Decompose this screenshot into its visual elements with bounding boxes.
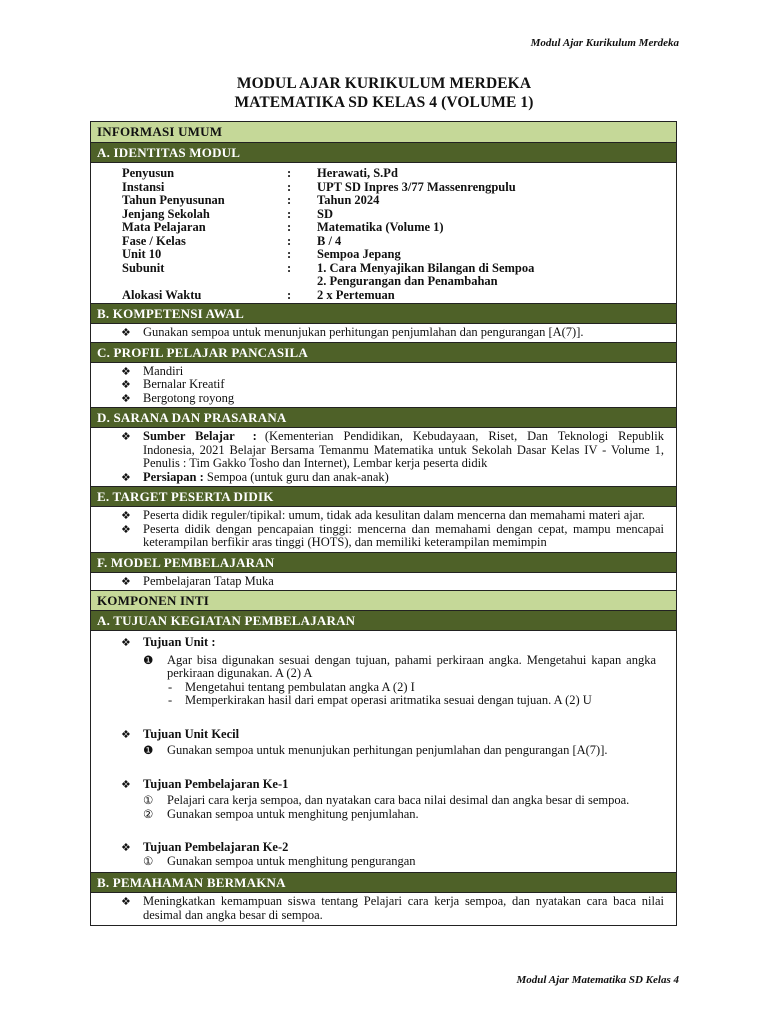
row-colon: : — [287, 287, 292, 302]
list-item — [121, 895, 664, 922]
dash-marker: - — [168, 679, 173, 694]
list-item-text: Bergotong royong — [143, 390, 235, 405]
informasi-umum-heading: INFORMASI UMUM — [91, 122, 676, 142]
dash-item — [168, 681, 656, 695]
row-key — [122, 275, 287, 289]
row-key: Alokasi Waktu — [122, 287, 202, 302]
tujuan-ke2-text: Gunakan sempoa untuk menghitung pengurangan — [167, 853, 416, 868]
diamond-bullet-icon: ❖ — [121, 841, 131, 854]
circled-one-icon: ① — [143, 793, 154, 807]
row-key: Subunit — [122, 260, 165, 275]
row-value: Herawati, S.Pd — [317, 166, 398, 180]
tujuan-unit-title — [121, 636, 656, 650]
sumber-belajar-colon: : — [252, 429, 257, 443]
identity-row — [122, 248, 676, 262]
row-value: UPT SD Inpres 3/77 Massenrengpulu — [317, 179, 516, 194]
row-colon — [287, 275, 317, 289]
diamond-bullet-icon: ❖ — [121, 326, 131, 339]
sumber-belajar-label: Sumber Belajar — [143, 429, 235, 443]
dash-item — [168, 694, 656, 708]
identitas-modul-section — [91, 162, 676, 303]
diamond-bullet-icon: ❖ — [121, 636, 131, 649]
row-colon: : — [287, 260, 292, 275]
identity-row — [122, 181, 676, 195]
identity-row — [122, 262, 676, 276]
target-peserta-section — [91, 506, 676, 552]
running-header: Modul Ajar Kurikulum Merdeka — [530, 37, 679, 49]
diamond-bullet-icon: ❖ — [121, 777, 131, 791]
row-value: Sempoa Jepang — [317, 247, 401, 261]
title-line-2: MATEMATIKA SD KELAS 4 (VOLUME 1) — [234, 94, 534, 111]
row-colon: : — [287, 193, 292, 207]
number-circle-icon: ❶ — [143, 743, 154, 757]
row-colon: : — [287, 166, 292, 180]
row-key: Tahun Penyusunan — [122, 193, 225, 207]
diamond-bullet-icon: ❖ — [121, 727, 131, 741]
diamond-bullet-icon: ❖ — [121, 574, 131, 588]
tujuan-unit-text: Agar bisa digunakan sesuai dengan tujuan, pahami perkiraan angka. Mengetahui kapan angka perkiraan digunakan. A (2) A — [167, 652, 656, 680]
module-table — [90, 121, 677, 926]
model-pembelajaran-section — [91, 572, 676, 591]
row-value: 2 x Pertemuan — [317, 287, 395, 302]
tujuan-kegiatan-section — [91, 630, 676, 872]
tujuan-ke2-title-text: Tujuan Pembelajaran Ke-2 — [143, 840, 289, 854]
row-colon: : — [287, 179, 292, 194]
row-key: Mata Pelajaran — [122, 220, 206, 234]
list-item — [121, 509, 664, 523]
list-item-text: Gunakan sempoa untuk menunjukan perhitungan penjumlahan dan pengurangan [A(7)]. — [143, 325, 584, 339]
list-item — [121, 392, 664, 406]
row-key: Penyusun — [122, 166, 175, 180]
diamond-bullet-icon: ❖ — [121, 378, 131, 391]
tujuan-kegiatan-heading: A. TUJUAN KEGIATAN PEMBELAJARAN — [91, 610, 676, 630]
row-colon: : — [287, 247, 292, 261]
target-peserta-heading: E. TARGET PESERTA DIDIK — [91, 486, 676, 506]
tujuan-ke2-title — [121, 841, 656, 855]
diamond-bullet-icon: ❖ — [121, 430, 131, 443]
tujuan-ke1-title-text: Tujuan Pembelajaran Ke-1 — [143, 776, 289, 791]
sumber-belajar-text: (Kementerian Pendidikan, Kebudayaan, Riset, Dan Teknologi Republik Indonesia, 2021 Belajar Bersama Temanmu Matematika untuk Sekolah Dasar Kelas IV - Volume 1, Penulis : Tim Gakko Tosho dan Internet), Lembar kerja peserta didik — [143, 429, 664, 470]
tujuan-unit-kecil-text: Gunakan sempoa untuk menunjukan perhitungan penjumlahan dan pengurangan [A(7)]. — [167, 743, 608, 757]
row-colon: : — [287, 206, 292, 221]
running-footer: Modul Ajar Matematika SD Kelas 4 — [516, 974, 679, 986]
tujuan-unit-item — [143, 654, 656, 681]
sarana-prasarana-section — [91, 427, 676, 486]
diamond-bullet-icon: ❖ — [121, 895, 131, 908]
list-item — [121, 471, 664, 485]
persiapan-label: Persiapan : — [143, 469, 204, 484]
row-key: Instansi — [122, 179, 165, 194]
kompetensi-awal-heading: B. KOMPETENSI AWAL — [91, 303, 676, 323]
tujuan-ke2-item — [143, 855, 656, 869]
circled-two-icon: ② — [143, 806, 154, 821]
row-key: Unit 10 — [122, 247, 162, 261]
row-value: 1. Cara Menyajikan Bilangan di Sempoa — [317, 260, 535, 275]
row-value: SD — [317, 206, 333, 221]
identity-row — [122, 221, 676, 235]
list-item — [121, 326, 664, 340]
list-item — [121, 430, 664, 471]
tujuan-ke1-item — [143, 794, 656, 808]
circled-one-icon: ① — [143, 853, 154, 868]
pemahaman-bermakna-section — [91, 892, 676, 925]
document-title — [0, 74, 768, 112]
title-line-1: MODUL AJAR KURIKULUM MERDEKA — [236, 75, 532, 92]
profil-pelajar-section — [91, 362, 676, 408]
kompetensi-awal-section — [91, 323, 676, 342]
row-value: B / 4 — [317, 233, 342, 248]
list-item — [121, 378, 664, 392]
identity-row — [122, 208, 676, 222]
list-item-text: Meningkatkan kemampuan siswa tentang Pelajari cara kerja sempoa, dan nyatakan cara baca nilai desimal dan angka besar di sempoa. — [143, 894, 664, 922]
identity-row — [122, 235, 676, 249]
list-item-text: Bernalar Kreatif — [143, 377, 225, 391]
dash-item-text: Memperkirakan hasil dari empat operasi aritmatika sesuai dengan tujuan. A (2) U — [185, 693, 592, 707]
identity-row — [122, 289, 676, 303]
diamond-bullet-icon: ❖ — [121, 391, 131, 405]
sarana-prasarana-heading: D. SARANA DAN PRASARANA — [91, 407, 676, 427]
tujuan-ke1-item — [143, 808, 656, 822]
list-item-text: Peserta didik dengan pencapaian tinggi: mencerna dan memahami dengan cepat, mampu mencapai keterampilan berfikir aras tinggi (HOTS), dan memiliki keterampilan memimpin — [143, 521, 664, 549]
tujuan-unit-kecil-title-text: Tujuan Unit Kecil — [143, 726, 240, 741]
list-item-text: Peserta didik reguler/tipikal: umum, tidak ada kesulitan dalam mencerna dan memahami materi ajar. — [143, 508, 645, 522]
row-value: Matematika (Volume 1) — [317, 220, 444, 234]
komponen-inti-heading: KOMPONEN INTI — [91, 590, 676, 610]
dash-item-text: Mengetahui tentang pembulatan angka A (2) I — [185, 679, 415, 694]
row-value: Tahun 2024 — [317, 193, 380, 207]
persiapan-text: Sempoa (untuk guru dan anak-anak) — [206, 469, 389, 484]
tujuan-unit-title-text: Tujuan Unit : — [143, 635, 216, 649]
row-value: 2. Pengurangan dan Penambahan — [317, 274, 498, 288]
model-pembelajaran-heading: F. MODEL PEMBELAJARAN — [91, 552, 676, 572]
row-colon: : — [287, 233, 292, 248]
tujuan-ke1-text: Gunakan sempoa untuk menghitung penjumlahan. — [167, 806, 419, 821]
list-item — [121, 575, 664, 589]
diamond-bullet-icon: ❖ — [121, 470, 131, 484]
list-item — [121, 365, 664, 379]
row-key: Jenjang Sekolah — [122, 206, 210, 221]
row-key: Fase / Kelas — [122, 233, 186, 248]
list-item — [121, 523, 664, 550]
identity-row — [122, 275, 676, 289]
diamond-bullet-icon: ❖ — [121, 509, 131, 522]
row-colon: : — [287, 220, 292, 234]
list-item-text: Pembelajaran Tatap Muka — [143, 573, 274, 588]
diamond-bullet-icon: ❖ — [121, 522, 131, 536]
tujuan-unit-kecil-item — [143, 744, 656, 758]
identitas-modul-heading: A. IDENTITAS MODUL — [91, 142, 676, 162]
profil-pelajar-heading: C. PROFIL PELAJAR PANCASILA — [91, 342, 676, 362]
identity-row — [122, 194, 676, 208]
tujuan-ke1-text: Pelajari cara kerja sempoa, dan nyatakan cara baca nilai desimal dan angka besar di sempoa. — [167, 793, 630, 807]
dash-marker: - — [168, 693, 173, 707]
number-circle-icon: ❶ — [143, 652, 154, 667]
list-item-text: Mandiri — [143, 363, 184, 378]
tujuan-unit-kecil-title — [121, 728, 656, 742]
pemahaman-bermakna-heading: B. PEMAHAMAN BERMAKNA — [91, 872, 676, 892]
diamond-bullet-icon: ❖ — [121, 364, 131, 378]
tujuan-ke1-title — [121, 778, 656, 792]
identity-row — [122, 167, 676, 181]
